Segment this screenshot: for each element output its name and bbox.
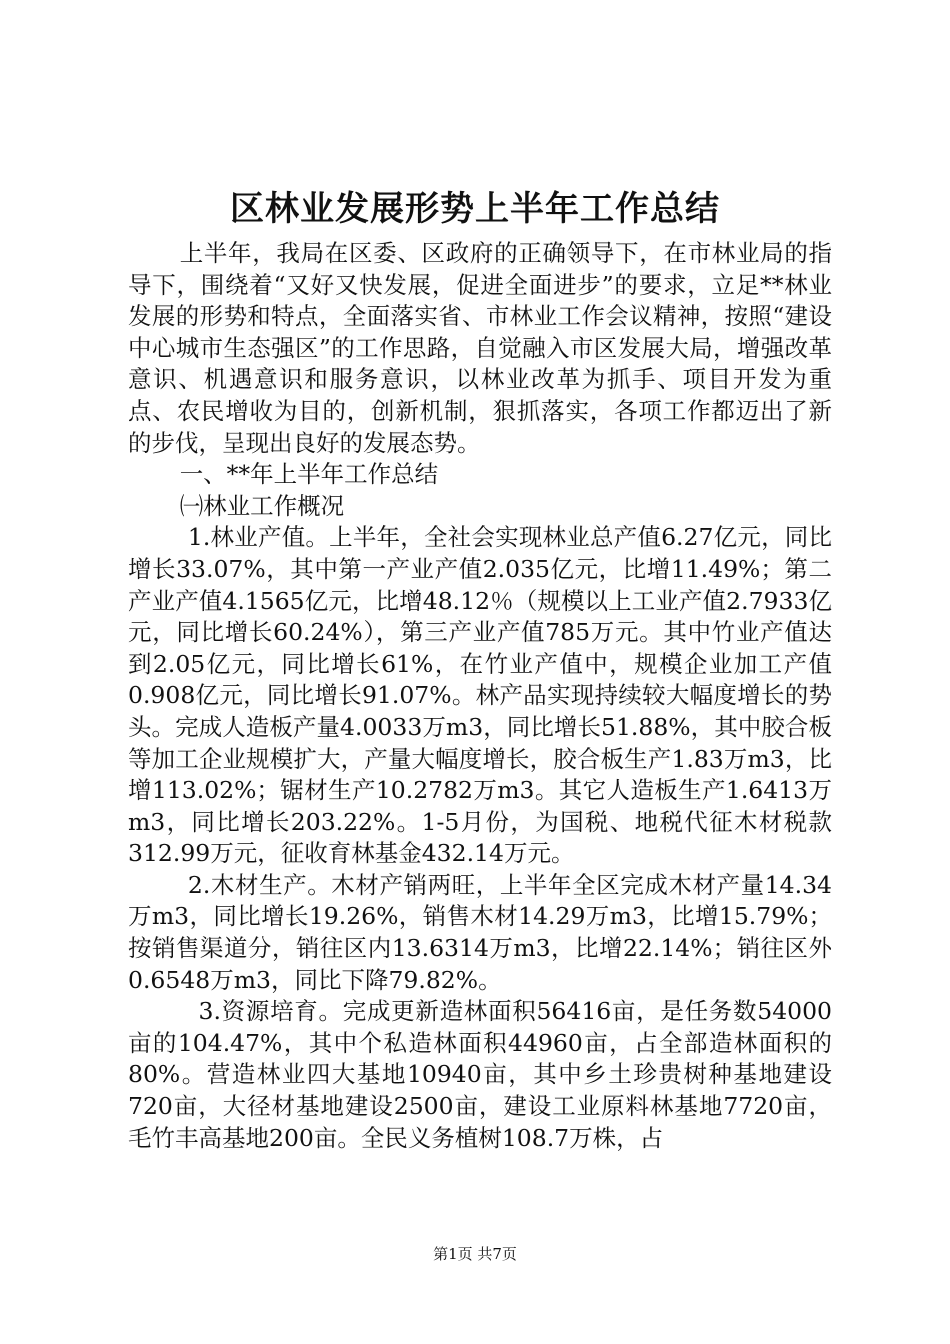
section-heading: 一、**年上半年工作总结	[179, 460, 439, 489]
document-body	[128, 238, 832, 1154]
page-number-footer: 第1页 共7页	[433, 1245, 517, 1263]
intro-paragraph: 上半年，我局在区委、区政府的正确领导下，在市林业局的指导下，围绕着“又好又快发展，促进全面进步”的要求，立足**林业发展的形势和特点，全面落实省、市林业工作会议精神，按照“建设中心城市生态强区”的工作思路，自觉融入市区发展大局，增强改革意识、机遇意识和服务意识，以林业改革为抓手、项目开发为重点、农民增收为目的，创新机制，狠抓落实，各项工作都迈出了新的步伐，呈现出良好的发展态势。	[128, 239, 832, 457]
paragraph-timber-production: 2.木材生产。木材产销两旺，上半年全区完成木材产量14.34万m3，同比增长19.26%，销售木材14.29万m3，比增15.79%；按销售渠道分，销往区内13.6314万m3，比增22.14%；销往区外0.6548万m3，同比下降79.82%。	[128, 870, 832, 994]
paragraph-resource-cultivation: 3.资源培育。完成更新造林面积56416亩，是任务数54000亩的104.47%，其中个私造林面积44960亩，占全部造林面积的80%。营造林业四大基地10940亩，其中乡土珍贵树种基地建设720亩，大径材基地建设2500亩，建设工业原料林基地7720亩，毛竹丰高基地200亩。全民义务植树108.7万株，占	[128, 997, 832, 1152]
paragraph-forestry-output: 1.林业产值。上半年，全社会实现林业总产值6.27亿元，同比增长33.07%，其中第一产业产值2.035亿元，比增11.49%；第二产业产值4.1565亿元，比增48.12％（规模以上工业产值2.7933亿元，同比增长60.24%），第三产业产值785万元。其中竹业产值达到2.05亿元，同比增长61%，在竹业产值中，规模企业加工产值0.908亿元，同比增长91.07%。林产品实现持续较大幅度增长的势头。完成人造板产量4.0033万m3，同比增长51.88%，其中胶合板等加工企业规模扩大，产量大幅度增长，胶合板生产1.83万m3，比增113.02%；锯材生产10.2782万m3。其它人造板生产1.6413万m3，同比增长203.22%。1-5月份，为国税、地税代征木材税款312.99万元，征收育林基金432.14万元。	[128, 523, 832, 868]
subsection-heading: ㈠林业工作概况	[179, 491, 345, 520]
document-title: 区林业发展形势上半年工作总结	[230, 189, 720, 229]
